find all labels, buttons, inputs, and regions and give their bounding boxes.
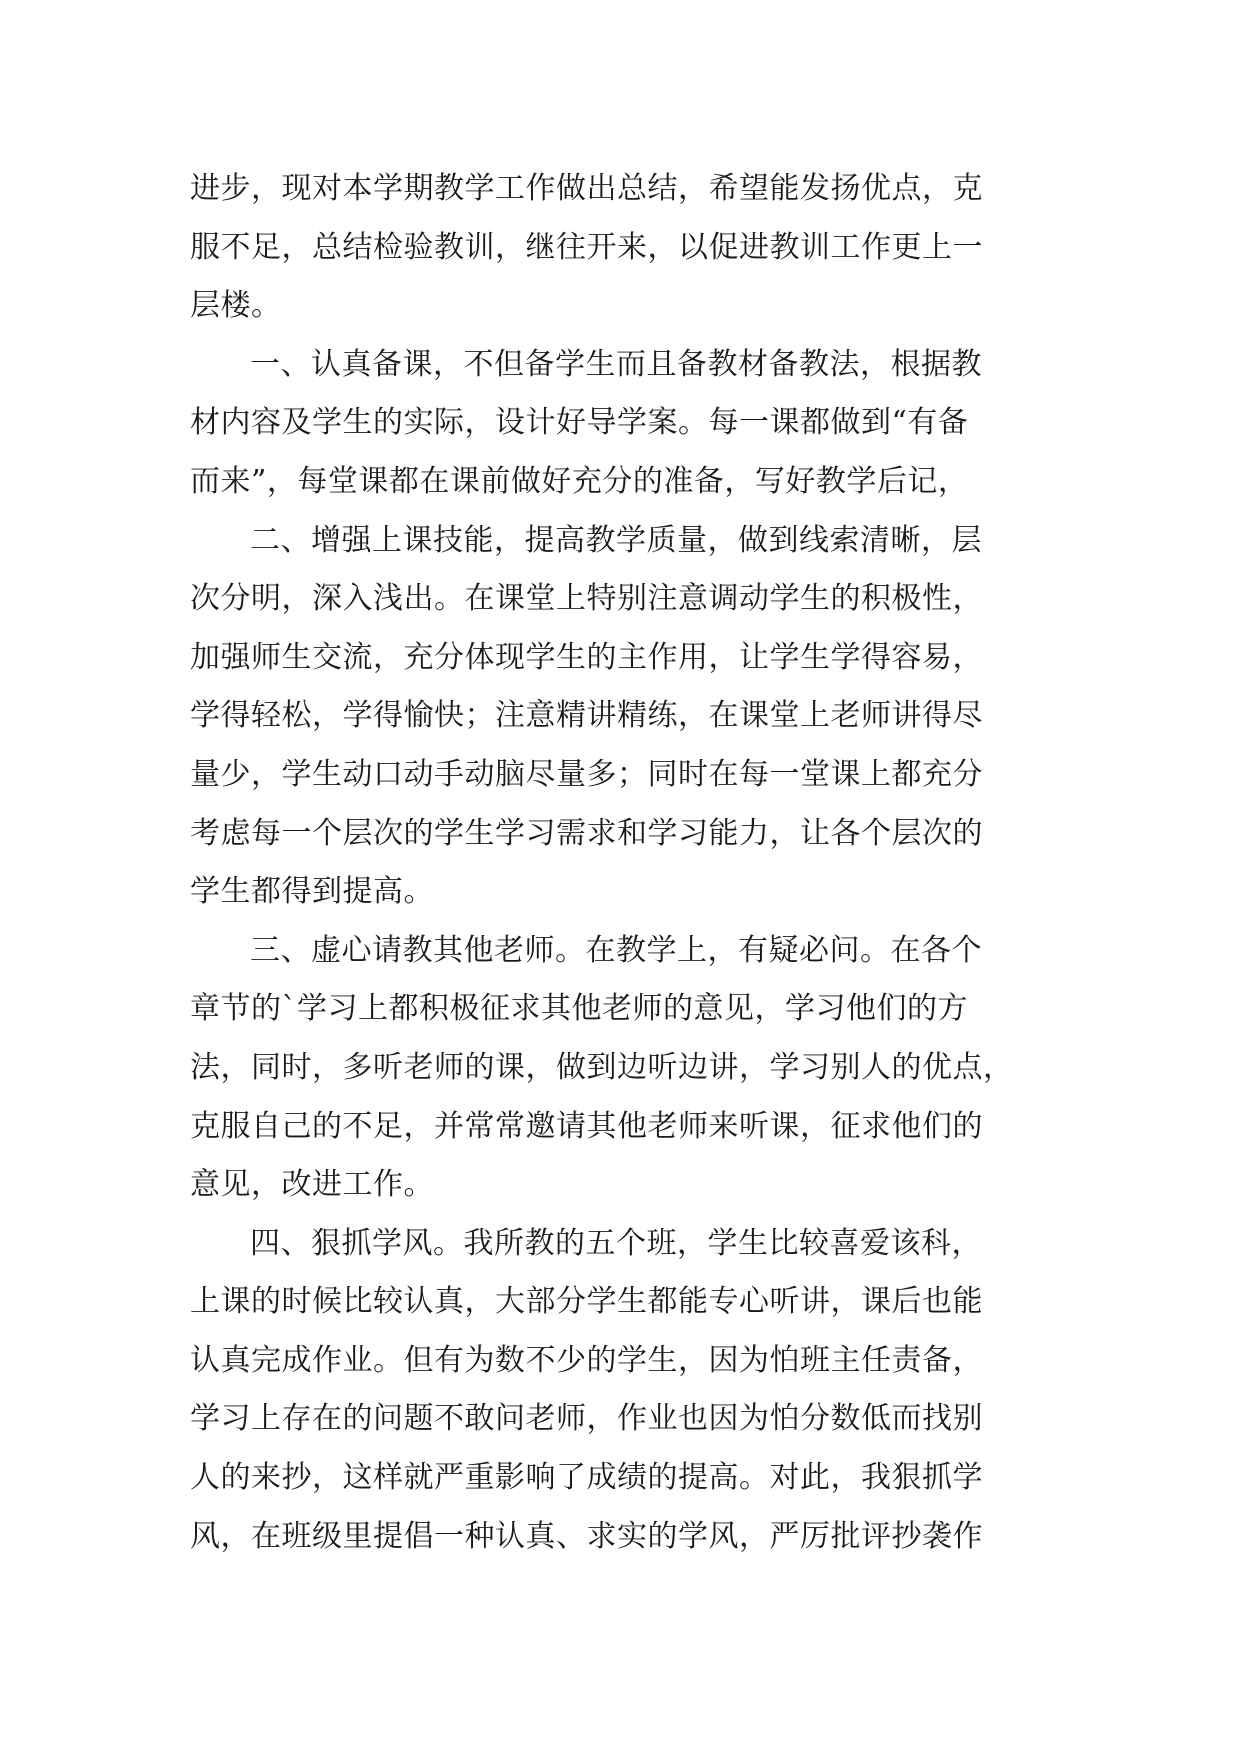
paragraph-heading-line: 三、虚心请教其他老师。在教学上，有疑必问。在各个 [250, 932, 982, 968]
text-line: 意见，改进工作。 [190, 1167, 434, 1203]
text-line: 学得轻松，学得愉快；注意精讲精练，在课堂上老师讲得尽 [190, 698, 983, 734]
text-line: 加强师生交流，充分体现学生的主作用，让学生学得容易， [190, 639, 983, 675]
text-line: 服不足，总结检验教训，继往开来，以促进教训工作更上一 [190, 229, 983, 265]
text-line: 而来”，每堂课都在课前做好充分的准备，写好教学后记， [190, 463, 969, 499]
text-line: 层楼。 [190, 288, 282, 324]
text-line: 法，同时，多听老师的课，做到边听边讲，学习别人的优点， [190, 1049, 1014, 1085]
paragraph-heading-line: 一、认真备课，不但备学生而且备教材备教法，根据教 [250, 346, 982, 382]
text-line: 进步，现对本学期教学工作做出总结，希望能发扬优点，克 [190, 171, 983, 206]
body-text [190, 160, 1070, 1566]
text-line: 学习上存在的问题不敢问老师，作业也因为怕分数低而找别 [190, 1401, 983, 1437]
text-line: 学生都得到提高。 [190, 874, 434, 910]
text-line: 章节的`学习上都积极征求其他老师的意见，学习他们的方 [190, 991, 968, 1027]
text-line: 次分明，深入浅出。在课堂上特别注意调动学生的积极性， [190, 581, 983, 617]
text-line: 材内容及学生的实际，设计好导学案。每一课都做到“有备 [190, 405, 969, 441]
text-line: 克服自己的不足，并常常邀请其他老师来听课，征求他们的 [190, 1108, 983, 1144]
text-line: 上课的时候比较认真，大部分学生都能专心听讲，课后也能 [190, 1284, 983, 1320]
paragraph-heading-line: 四、狠抓学风。我所教的五个班，学生比较喜爱该科， [250, 1225, 982, 1261]
paragraph-heading-line: 二、增强上课技能，提高教学质量，做到线索清晰，层 [250, 522, 982, 558]
text-line: 风，在班级里提倡一种认真、求实的学风，严厉批评抄袭作 [190, 1518, 983, 1554]
text-line: 认真完成作业。但有为数不少的学生，因为怕班主任责备， [190, 1342, 983, 1378]
text-line: 考虑每一个层次的学生学习需求和学习能力，让各个层次的 [190, 815, 983, 851]
text-line: 人的来抄，这样就严重影响了成绩的提高。对此，我狠抓学 [190, 1460, 983, 1496]
text-line: 量少，学生动口动手动脑尽量多；同时在每一堂课上都充分 [190, 756, 983, 792]
